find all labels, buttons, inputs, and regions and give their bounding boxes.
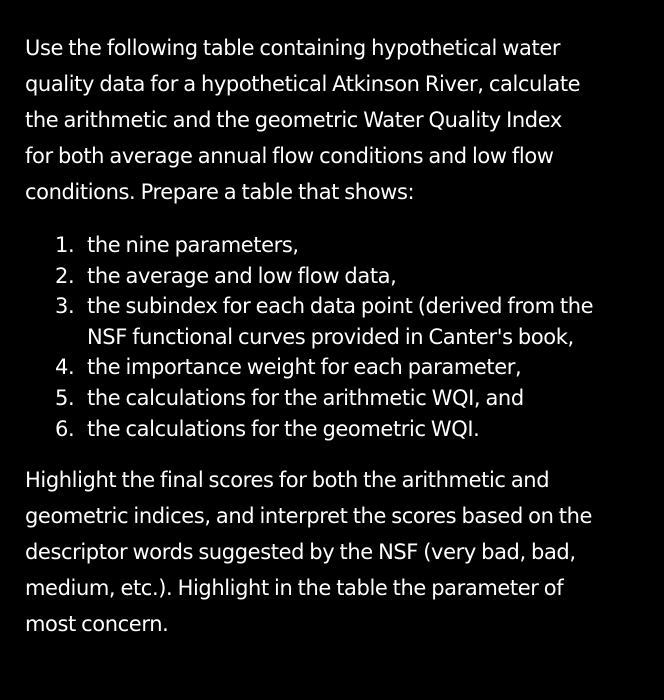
list-item-text: the subindex for each data point (derived from the <box>87 294 594 319</box>
intro-line: Use the following table containing hypothetical water <box>25 36 561 60</box>
intro-paragraph <box>25 30 636 210</box>
conclusion-line: medium, etc.). Highlight in the table the parameter of <box>25 576 564 601</box>
list-item <box>25 230 636 261</box>
list-item-text: the calculations for the arithmetic WQI, and <box>87 385 524 410</box>
conclusion-line: geometric indices, and interpret the scores based on the <box>25 504 593 529</box>
list-item-text: the average and low flow data, <box>87 263 397 288</box>
requirements-list <box>25 230 636 444</box>
list-item <box>25 383 636 414</box>
list-item-number: 1. <box>55 233 75 257</box>
list-item-text: the importance weight for each parameter, <box>87 355 522 380</box>
intro-line: quality data for a hypothetical Atkinson River, calculate <box>25 72 581 96</box>
conclusion-line: descriptor words suggested by the NSF (very bad, bad, <box>25 540 576 565</box>
intro-line: the arithmetic and the geometric Water Quality Index <box>25 108 562 132</box>
list-item-number: 6. <box>55 416 75 441</box>
list-item-number: 4. <box>55 355 75 380</box>
list-item-text: the nine parameters, <box>87 233 299 257</box>
conclusion-line: Highlight the final scores for both the arithmetic and <box>25 468 550 493</box>
intro-line: for both average annual flow conditions and low flow <box>25 144 554 168</box>
list-item-text: NSF functional curves provided in Canter's book, <box>87 324 574 349</box>
list-item-text: the calculations for the geometric WQI. <box>87 416 480 441</box>
conclusion-line: most concern. <box>25 612 169 637</box>
list-item <box>25 352 636 383</box>
list-item <box>25 414 636 445</box>
intro-line: conditions. Prepare a table that shows: <box>25 180 415 204</box>
list-item-number: 3. <box>55 294 75 319</box>
list-item <box>25 261 636 292</box>
list-item-number: 2. <box>55 263 75 288</box>
list-item-number: 5. <box>55 385 75 410</box>
list-item <box>25 291 636 352</box>
conclusion-paragraph <box>25 462 636 642</box>
